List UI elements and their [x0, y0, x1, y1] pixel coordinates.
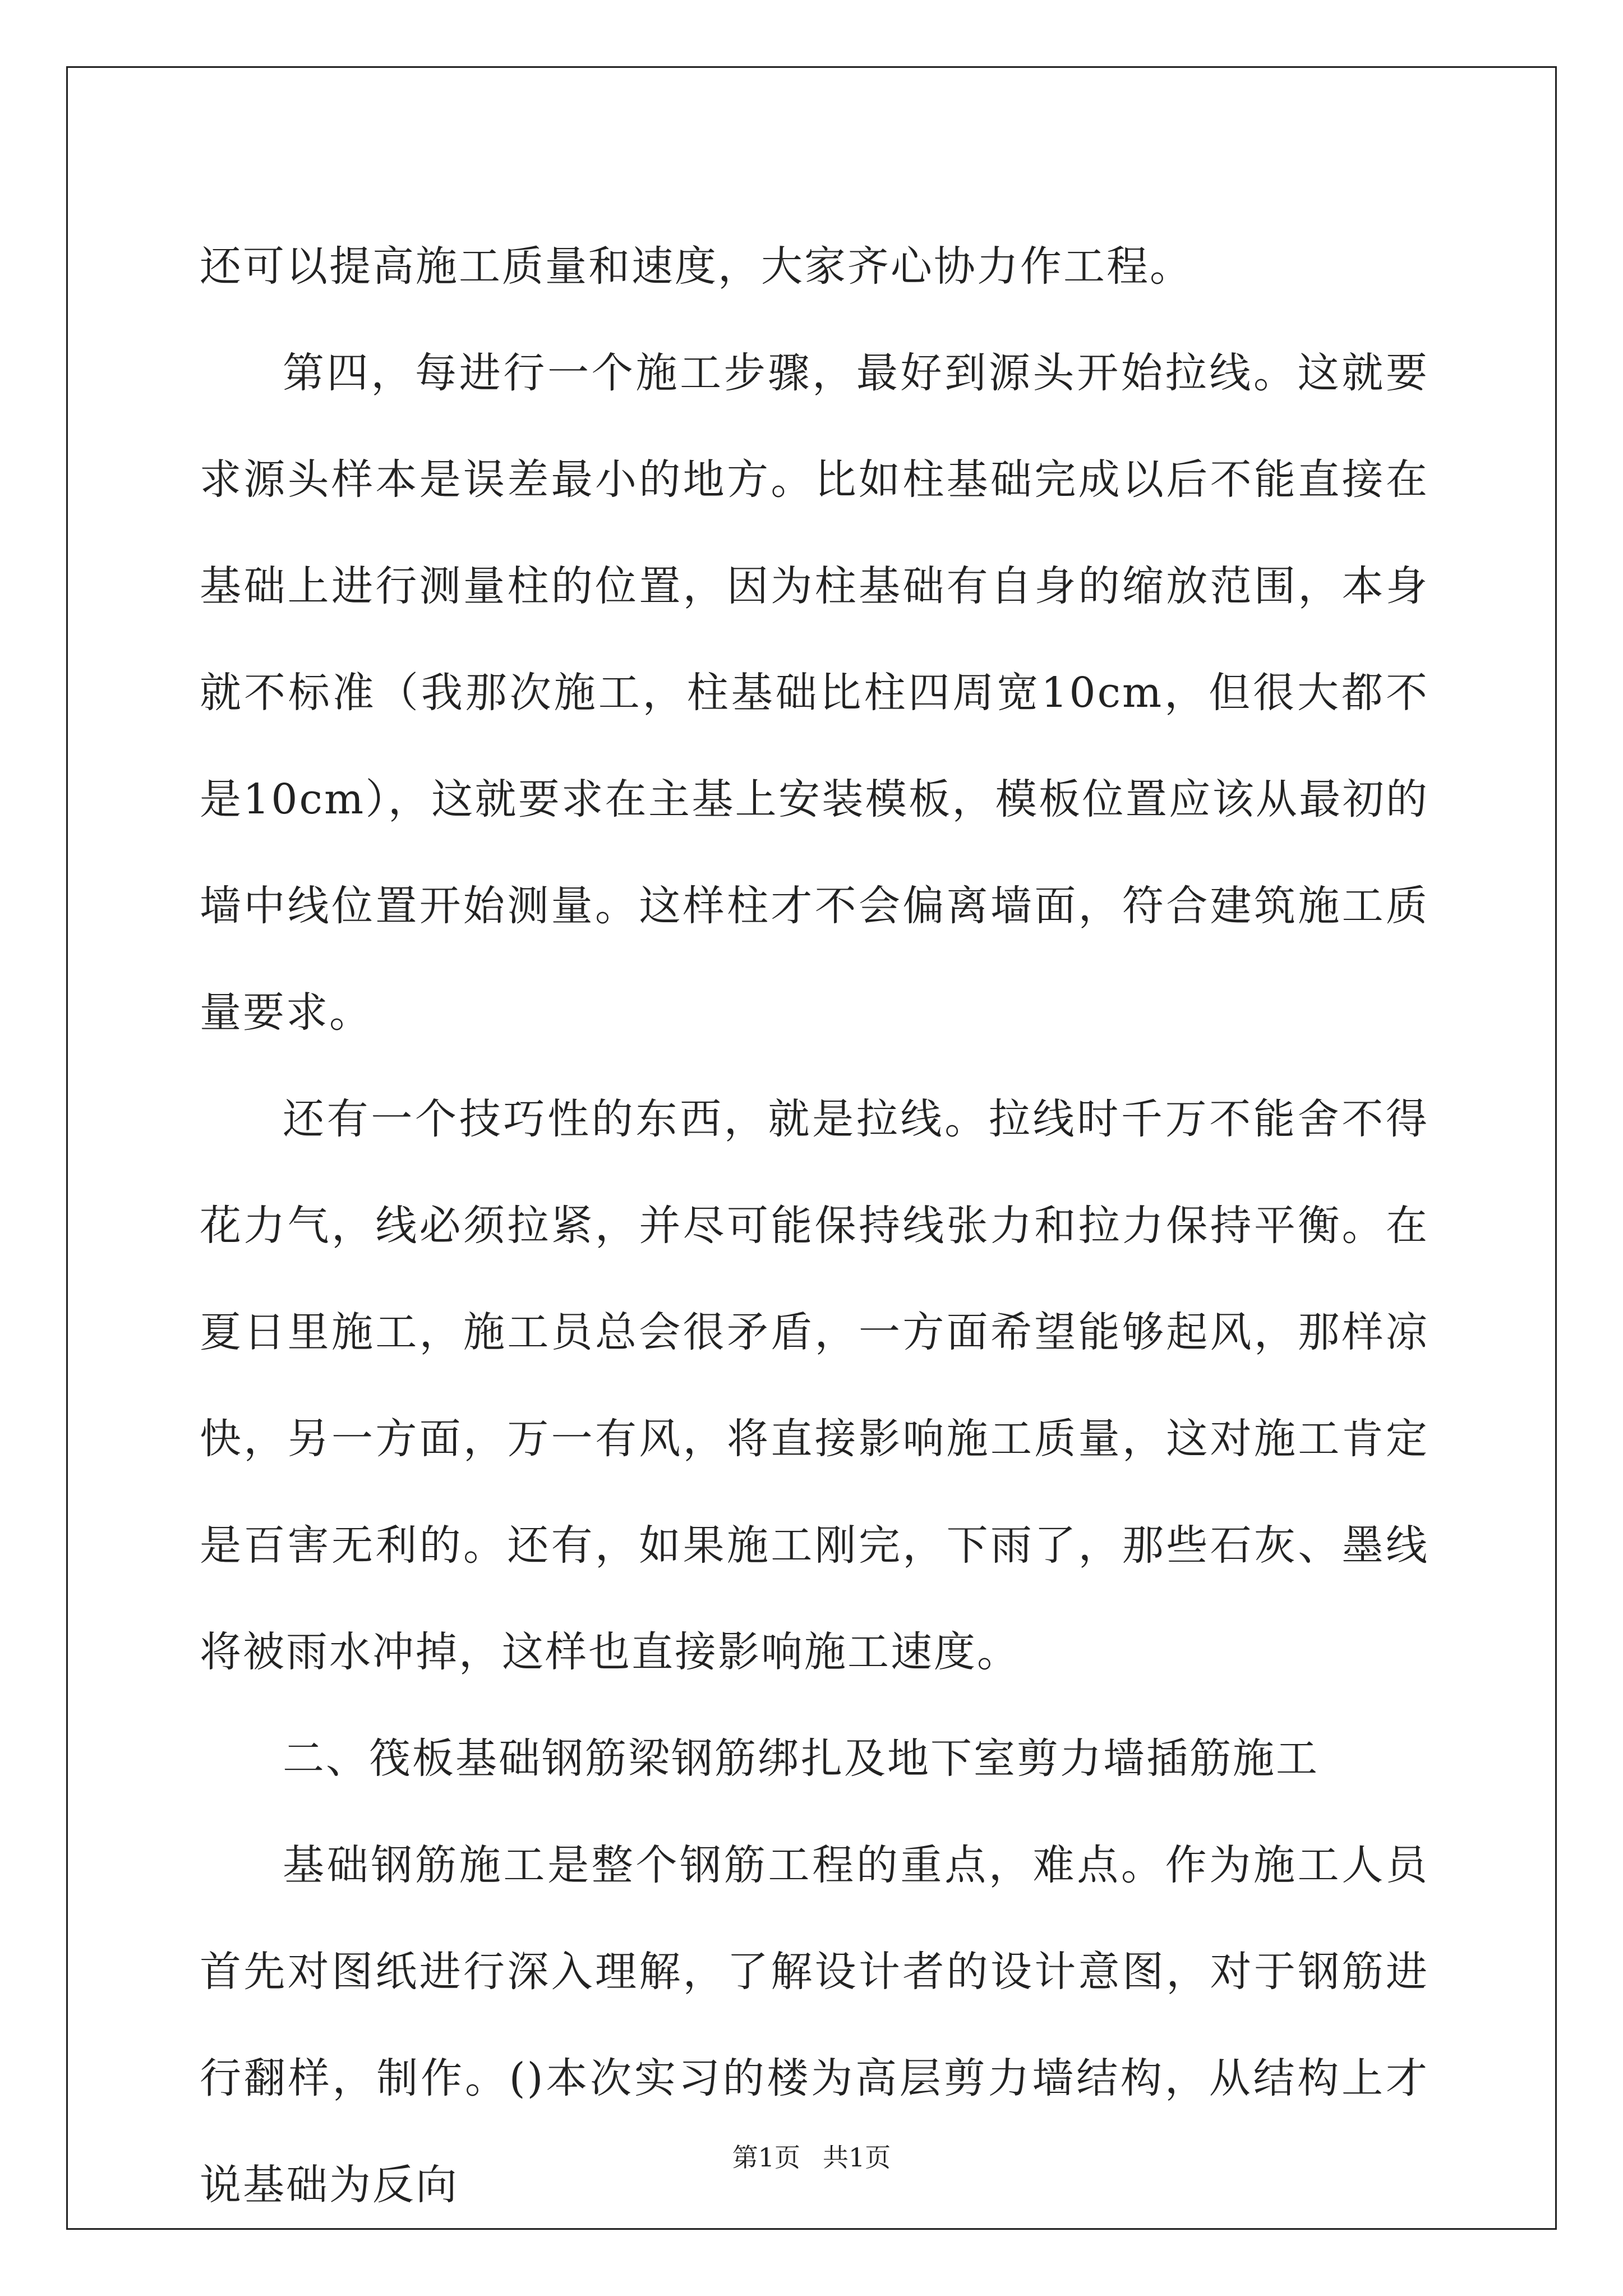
page-number: 第1页	[732, 2142, 800, 2173]
paragraph-2: 第四，每进行一个施工步骤，最好到源头开始拉线。这就要求源头样本是误差最小的地方。比如柱基础完成以后不能直接在基础上进行测量柱的位置，因为柱基础有自身的缩放范围，本身就不标准（我那次施工，柱基础比柱四周宽10cm，但很大都不是10cm），这就要求在主基上安装模板，模板位置应该从最初的墙中线位置开始测量。这样柱才不会偏离墙面，符合建筑施工质量要求。	[200, 349, 1429, 1037]
page-footer	[0, 2137, 1623, 2174]
paragraph-3: 还有一个技巧性的东西，就是拉线。拉线时千万不能舍不得花力气，线必须拉紧，并尽可能保持线张力和拉力保持平衡。在夏日里施工，施工员总会很矛盾，一方面希望能够起风，那样凉快，另一方面，万一有风，将直接影响施工质量，这对施工肯定是百害无利的。还有，如果施工刚完，下雨了，那些石灰、墨线将被雨水冲掉，这样也直接影响施工速度。	[200, 1095, 1429, 1676]
section-heading: 二、筏板基础钢筋梁钢筋绑扎及地下室剪力墙插筋施工	[283, 1734, 1319, 1783]
paragraph-1: 还可以提高施工质量和速度，大家齐心协力作工程。	[200, 242, 1193, 291]
document-body	[200, 213, 1429, 2238]
paragraph-4: 基础钢筋施工是整个钢筋工程的重点，难点。作为施工人员首先对图纸进行深入理解，了解设计者的设计意图，对于钢筋进行翻样，制作。()本次实习的楼为高层剪力墙结构，从结构上才说基础为反向	[200, 1841, 1429, 2209]
page-total: 共1页	[823, 2142, 891, 2173]
